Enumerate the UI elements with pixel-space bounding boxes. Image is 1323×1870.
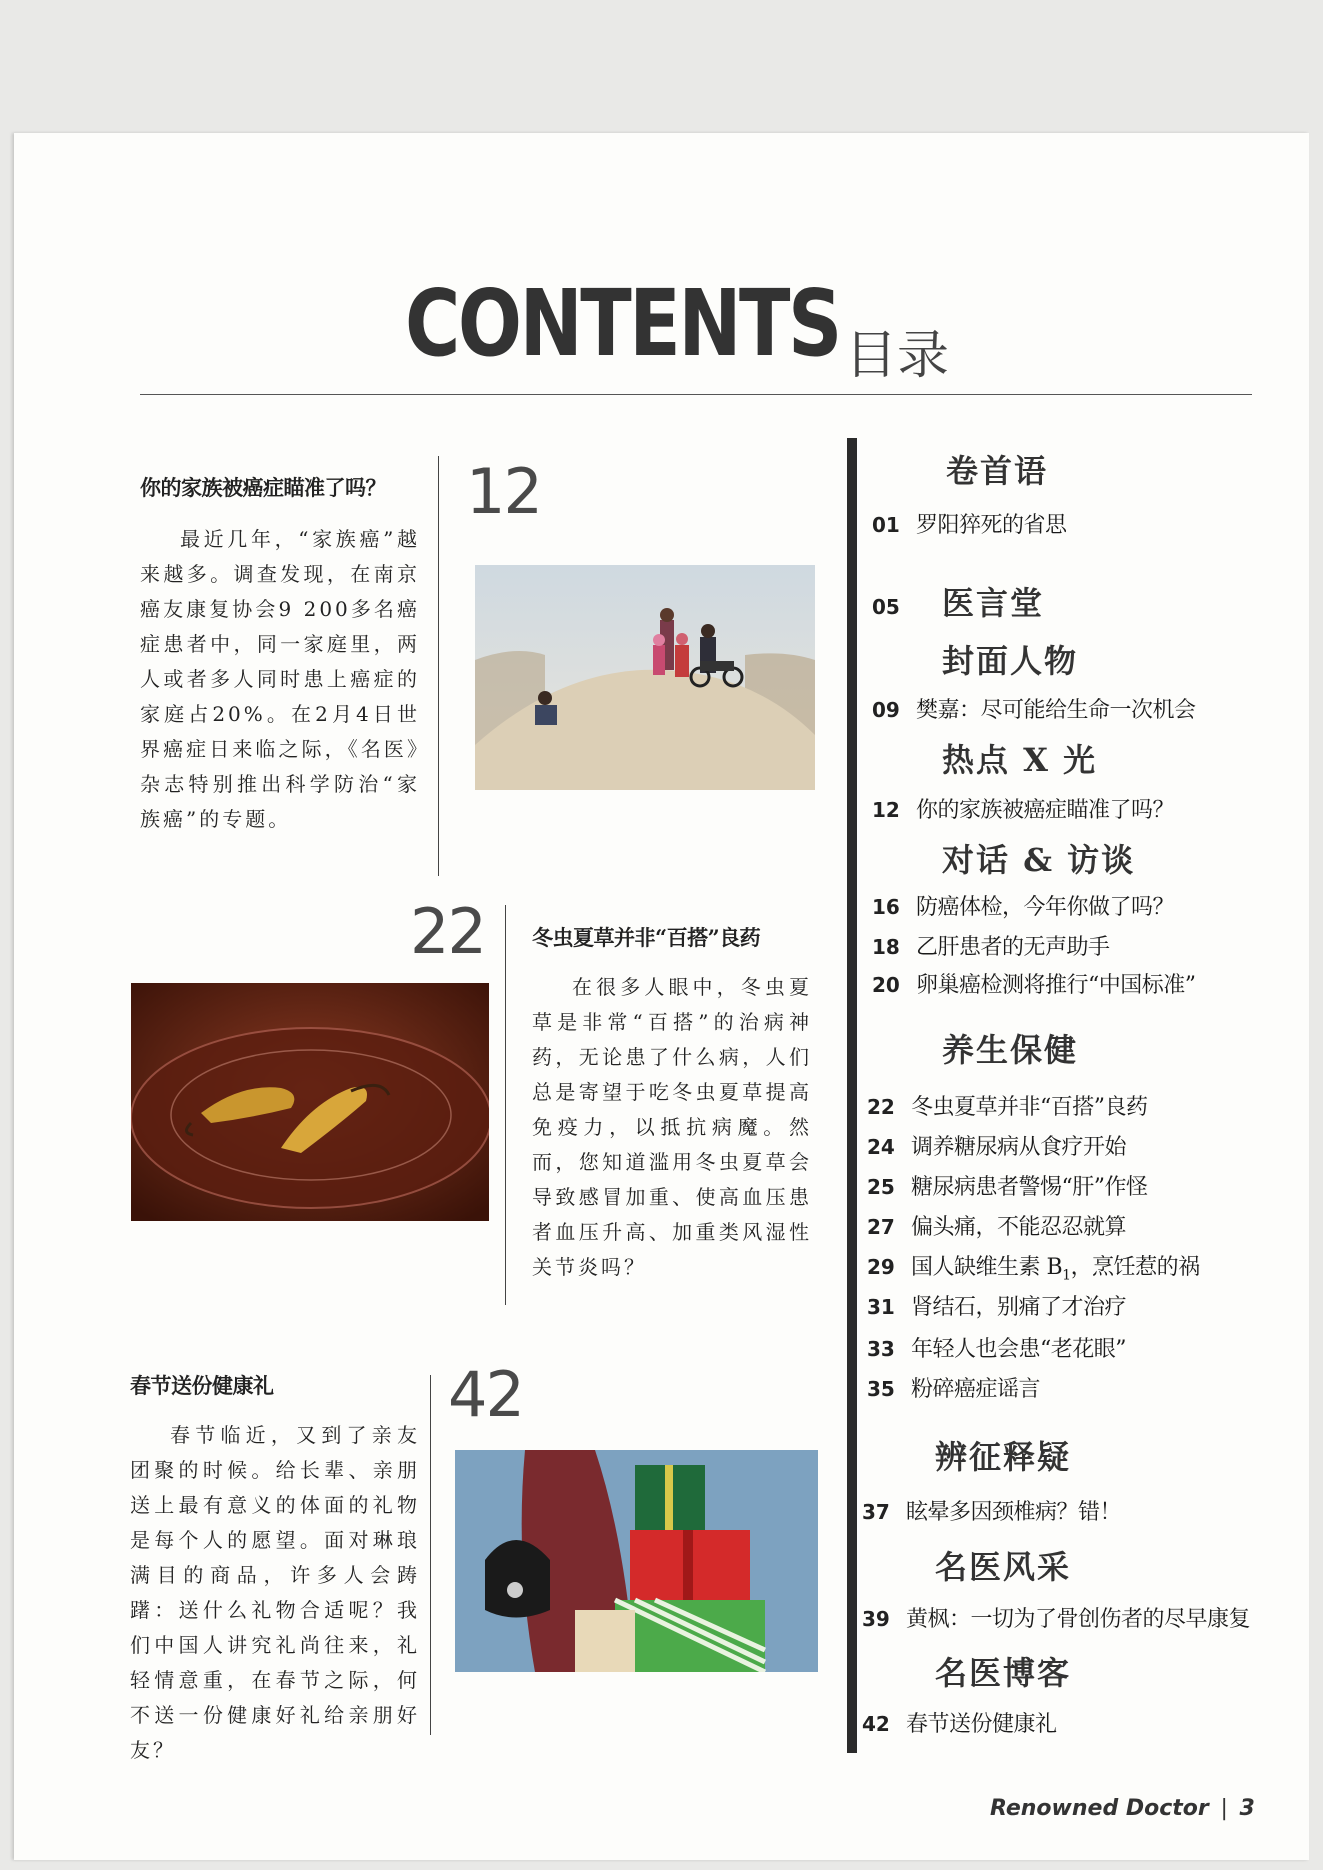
- toc-page-number: 05: [872, 595, 900, 619]
- toc-section-bianzhengshiyi: 辨征释疑: [935, 1438, 1072, 1476]
- toc-entry-09: [872, 693, 1196, 724]
- toc-page-number: 18: [872, 935, 900, 959]
- toc-entry-title: 年轻人也会患“老花眼”: [911, 1337, 1126, 1362]
- toc-entry-29: [867, 1250, 1200, 1283]
- footer-separator: |: [1220, 1796, 1228, 1821]
- feature-12-page-number: 12: [466, 455, 541, 528]
- footer-page-number: 3: [1239, 1796, 1255, 1821]
- toc-section-mingyiboke: 名医博客: [935, 1654, 1072, 1692]
- toc-page-number: 01: [872, 513, 900, 537]
- toc-entry-35: [867, 1372, 1040, 1403]
- toc-page-number: 35: [867, 1377, 895, 1401]
- header-rule: [140, 394, 1252, 395]
- toc-page-number: 42: [862, 1712, 890, 1736]
- toc-entry-title: 乙肝患者的无声助手: [916, 935, 1110, 960]
- toc-page-number: 12: [872, 798, 900, 822]
- toc-entry-title: 眩晕多因颈椎病？错！: [906, 1500, 1122, 1525]
- toc-entry-title: 春节送份健康礼: [906, 1712, 1057, 1737]
- toc-entry-39: [862, 1602, 1250, 1633]
- feature-42-title: 春节送份健康礼: [130, 1373, 274, 1398]
- feature-12-photo: [475, 565, 815, 790]
- toc-entry-12: [872, 793, 1174, 824]
- toc-entry-title: 黄枫：一切为了骨创伤者的尽早康复: [906, 1607, 1251, 1632]
- toc-entry-title: 樊嘉：尽可能给生命一次机会: [916, 698, 1196, 723]
- toc-entry-title: 调养糖尿病从食疗开始: [911, 1135, 1127, 1160]
- toc-entry-37: [862, 1495, 1121, 1526]
- toc-entry-title: 肾结石，别痛了才治疗: [911, 1295, 1127, 1320]
- feature-22-title: 冬虫夏草并非“百搭”良药: [532, 925, 761, 950]
- toc-entry-25: [867, 1170, 1148, 1201]
- toc-page-number: 24: [867, 1135, 895, 1159]
- toc-page-number: 33: [867, 1337, 895, 1361]
- feature-42-photo: [455, 1450, 818, 1672]
- contents-title: CONTENTS: [405, 270, 840, 377]
- toc-section-mingyifengcai: 名医风采: [935, 1548, 1072, 1586]
- toc-entry-42: [862, 1707, 1057, 1738]
- toc-entry-title: 偏头痛，不能忍忍就算: [911, 1215, 1127, 1240]
- toc-entry-16: [872, 890, 1174, 921]
- toc-page-number: 39: [862, 1607, 890, 1631]
- vitamin-subscript: 1: [1062, 1267, 1071, 1284]
- footer: [990, 1796, 1255, 1821]
- toc-entry-18: [872, 930, 1110, 961]
- toc-page-number: 27: [867, 1215, 895, 1239]
- toc-section-juanshouyu: 卷首语: [946, 452, 1049, 490]
- feature-12-body: 最近几年，“家族癌”越来越多。调查发现，在南京癌友康复协会9 200多名癌症患者中，同一家庭里，两人或者多人同时患上癌症的家庭占20%。在2月4日世界癌症日来临之际，《名医》杂志特别推出科学防治“家族癌”的专题。: [140, 527, 420, 831]
- magazine-name: Renowned Doctor: [990, 1796, 1209, 1821]
- toc-divider-rule: [847, 438, 857, 1753]
- feature-12-divider: [438, 456, 439, 876]
- toc-section-redianxguang: 热点 X 光: [942, 741, 1098, 779]
- toc-entry-05: [872, 578, 1044, 624]
- gift-boxes-image: [455, 1450, 818, 1672]
- toc-entry-title: 粉碎癌症谣言: [911, 1377, 1041, 1402]
- toc-page-number: 25: [867, 1175, 895, 1199]
- toc-page-number: 22: [867, 1095, 895, 1119]
- toc-entry-title: [911, 1250, 1200, 1283]
- feature-22-divider: [505, 905, 506, 1305]
- toc-entry-24: [867, 1130, 1126, 1161]
- feature-42-page-number: 42: [448, 1358, 523, 1431]
- toc-page-number: 37: [862, 1500, 890, 1524]
- family-on-dune-image: [475, 565, 815, 790]
- toc-page-number: 20: [872, 973, 900, 997]
- toc-entry-31: [867, 1290, 1126, 1321]
- feature-22-photo: [131, 983, 489, 1221]
- toc-section-fengmianrenwu: 封面人物: [942, 642, 1079, 680]
- toc-section-duihuafangtan: 对话 & 访谈: [942, 841, 1136, 879]
- toc-entry-33: [867, 1332, 1126, 1363]
- feature-42-divider: [430, 1375, 431, 1735]
- toc-page-number: 31: [867, 1295, 895, 1319]
- feature-42-body: 春节临近，又到了亲友团聚的时候。给长辈、亲朋送上最有意义的体面的礼物是每个人的愿望。面对琳琅满目的商品，许多人会踌躇：送什么礼物合适呢？我们中国人讲究礼尚往来，礼轻情意重，在春节之际，何不送一份健康好礼给亲朋好友？: [130, 1423, 420, 1762]
- toc-page-number: 09: [872, 698, 900, 722]
- feature-22-page-number: 22: [410, 895, 485, 968]
- toc-page-number: 29: [867, 1255, 895, 1279]
- cordyceps-plate-image: [131, 983, 489, 1221]
- toc-entry-title: 罗阳猝死的省思: [916, 513, 1067, 538]
- contents-title-cn: 目录: [845, 326, 950, 386]
- toc-page-number: 16: [872, 895, 900, 919]
- toc-entry-title: 防癌体检，今年你做了吗？: [916, 895, 1175, 920]
- toc-entry-01: [872, 508, 1067, 539]
- toc-entry-title: 你的家族被癌症瞄准了吗？: [916, 798, 1175, 823]
- toc-entry-title: 冬虫夏草并非“百搭”良药: [911, 1095, 1148, 1120]
- toc-section-yangshengbaojian: 养生保健: [942, 1031, 1079, 1069]
- feature-22-body: 在很多人眼中，冬虫夏草是非常“百搭”的治病神药，无论患了什么病，人们总是寄望于吃冬虫夏草提高免疫力，以抵抗病魔。然而，您知道滥用冬虫夏草会导致感冒加重、使高血压患者血压升高、加重类风湿性关节炎吗？: [532, 975, 812, 1279]
- feature-12-title: 你的家族被癌症瞄准了吗？: [140, 475, 386, 500]
- toc-entry-title-part: 国人缺维生素 B: [911, 1255, 1063, 1280]
- toc-entry-22: [867, 1090, 1148, 1121]
- toc-entry-title: 卵巢癌检测将推行“中国标准”: [916, 973, 1196, 998]
- toc-section-yiyantang: 医言堂: [942, 584, 1045, 622]
- toc-entry-title: 糖尿病患者警惕“肝”作怪: [911, 1175, 1148, 1200]
- toc-entry-20: [872, 968, 1196, 999]
- toc-entry-title-part: ，烹饪惹的祸: [1070, 1255, 1200, 1280]
- toc-entry-27: [867, 1210, 1126, 1241]
